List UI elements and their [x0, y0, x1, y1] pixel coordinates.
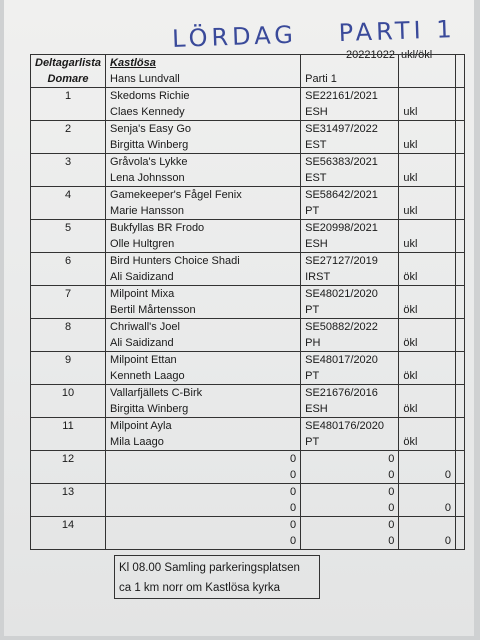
class: ökl [399, 434, 456, 451]
breed: EST [301, 170, 399, 187]
registration-number: SE31497/2022 [301, 121, 399, 138]
dog-name: Milpoint Ayla [106, 418, 301, 435]
participant-row-owner [31, 500, 465, 517]
handler-name: Bertil Mårtensson [106, 302, 301, 319]
breed-col: 0 [301, 500, 399, 517]
document-page [4, 0, 474, 636]
spacer [399, 187, 456, 204]
registration-number: SE58642/2021 [301, 187, 399, 204]
participant-table [30, 54, 465, 550]
spacer [456, 220, 465, 237]
participant-row [31, 451, 465, 468]
header-parti: Parti 1 [301, 71, 399, 88]
class: 0 [399, 533, 456, 550]
participant-row [31, 286, 465, 303]
spacer [399, 352, 456, 369]
header-deltagarlista: Deltagarlista [31, 55, 106, 72]
dog-name: Vallarfjällets C-Birk [106, 385, 301, 402]
participant-row [31, 484, 465, 501]
handler-name: Birgitta Winberg [106, 401, 301, 418]
spacer [456, 253, 465, 270]
spacer [456, 302, 465, 319]
handler-name: Mila Laago [106, 434, 301, 451]
participant-row [31, 154, 465, 171]
participant-row [31, 517, 465, 534]
note-line-2: ca 1 km norr om Kastlösa kyrka [119, 582, 281, 594]
registration-number: SE48017/2020 [301, 352, 399, 369]
class: ukl [399, 170, 456, 187]
classes: ukl/ökl [400, 49, 433, 61]
participant-row-owner [31, 302, 465, 319]
dog-name: Gamekeeper's Fågel Fenix [106, 187, 301, 204]
start-number: 8 [31, 319, 106, 336]
spacer [456, 154, 465, 171]
breed: ESH [301, 401, 399, 418]
class: ökl [399, 269, 456, 286]
breed: EST [301, 137, 399, 154]
meeting-note [114, 555, 320, 599]
breed: 0 [106, 500, 301, 517]
spacer [399, 286, 456, 303]
spacer [399, 154, 456, 171]
spacer [456, 434, 465, 451]
spacer [456, 121, 465, 138]
registration-col: 0 [301, 484, 399, 501]
registration-number: SE22161/2021 [301, 88, 399, 105]
class: ökl [399, 368, 456, 385]
participant-row [31, 418, 465, 435]
start-number: 5 [31, 220, 106, 237]
class: ukl [399, 203, 456, 220]
header-row-2 [31, 71, 465, 88]
handwritten-title [172, 15, 456, 53]
spacer [399, 385, 456, 402]
class: ukl [399, 104, 456, 121]
class: 0 [399, 467, 456, 484]
spacer [31, 203, 106, 220]
spacer [31, 401, 106, 418]
class: ukl [399, 137, 456, 154]
spacer [456, 401, 465, 418]
breed: PT [301, 434, 399, 451]
spacer [399, 253, 456, 270]
class: ökl [399, 401, 456, 418]
class: ökl [399, 335, 456, 352]
spacer [456, 187, 465, 204]
participant-row-owner [31, 269, 465, 286]
participant-row-owner [31, 170, 465, 187]
registration-number: 0 [106, 484, 301, 501]
spacer [456, 137, 465, 154]
start-number: 9 [31, 352, 106, 369]
spacer [456, 418, 465, 435]
spacer [456, 203, 465, 220]
handwritten-part: PARTI 1 [338, 15, 457, 48]
registration-number: SE27127/2019 [301, 253, 399, 270]
spacer [399, 517, 456, 534]
spacer [31, 137, 106, 154]
start-number: 7 [31, 286, 106, 303]
spacer [31, 467, 106, 484]
participant-row-owner [31, 203, 465, 220]
participant-row [31, 220, 465, 237]
participant-row-owner [31, 335, 465, 352]
spacer [456, 88, 465, 105]
spacer [456, 517, 465, 534]
participant-row-owner [31, 104, 465, 121]
participant-row-owner [31, 533, 465, 550]
spacer [456, 484, 465, 501]
header-judge: Hans Lundvall [106, 71, 301, 88]
breed: PT [301, 302, 399, 319]
dog-name: Milpoint Mixa [106, 286, 301, 303]
registration-number: SE21676/2016 [301, 385, 399, 402]
spacer [456, 500, 465, 517]
dog-name: Gråvola's Lykke [106, 154, 301, 171]
spacer [456, 335, 465, 352]
spacer [31, 500, 106, 517]
breed: PT [301, 203, 399, 220]
handler-name: Marie Hansson [106, 203, 301, 220]
note-line-1: Kl 08.00 Samling parkeringsplatsen [119, 562, 300, 574]
registration-number: SE50882/2022 [301, 319, 399, 336]
registration-number: 0 [106, 517, 301, 534]
spacer [456, 352, 465, 369]
participant-row [31, 319, 465, 336]
dog-name: Milpoint Ettan [106, 352, 301, 369]
registration-col: 0 [301, 451, 399, 468]
handler-name: Kenneth Laago [106, 368, 301, 385]
spacer [31, 269, 106, 286]
participant-row-owner [31, 467, 465, 484]
header-row-1 [31, 55, 465, 72]
spacer [456, 170, 465, 187]
spacer [399, 220, 456, 237]
handler-name: Olle Hultgren [106, 236, 301, 253]
participant-row [31, 121, 465, 138]
spacer [456, 269, 465, 286]
handler-name: Ali Saidizand [106, 335, 301, 352]
class: 0 [399, 500, 456, 517]
spacer [31, 533, 106, 550]
spacer [456, 104, 465, 121]
breed: 0 [106, 467, 301, 484]
dog-name: Bird Hunters Choice Shadi [106, 253, 301, 270]
breed-col: 0 [301, 467, 399, 484]
participant-row-owner [31, 434, 465, 451]
breed: 0 [106, 533, 301, 550]
registration-number: 0 [106, 451, 301, 468]
participant-row [31, 385, 465, 402]
breed: PT [301, 368, 399, 385]
date: 20221022 [346, 49, 395, 61]
registration-col: 0 [301, 517, 399, 534]
spacer [456, 286, 465, 303]
handwritten-day: LÖRDAG [171, 20, 298, 53]
start-number: 2 [31, 121, 106, 138]
spacer [31, 302, 106, 319]
header-domare: Domare [31, 71, 106, 88]
spacer [399, 88, 456, 105]
header-kastlosa: Kastlösa [106, 55, 301, 72]
spacer [31, 236, 106, 253]
breed-col: 0 [301, 533, 399, 550]
participant-row [31, 187, 465, 204]
start-number: 12 [31, 451, 106, 468]
spacer [399, 451, 456, 468]
participant-row [31, 88, 465, 105]
handler-name: Lena Johnsson [106, 170, 301, 187]
spacer [31, 335, 106, 352]
spacer [456, 467, 465, 484]
start-number: 11 [31, 418, 106, 435]
participant-row-owner [31, 368, 465, 385]
breed: IRST [301, 269, 399, 286]
registration-number: SE48021/2020 [301, 286, 399, 303]
start-number: 14 [31, 517, 106, 534]
registration-number: SE480176/2020 [301, 418, 399, 435]
participant-row-owner [31, 137, 465, 154]
participant-row-owner [31, 236, 465, 253]
dog-name: Bukfyllas BR Frodo [106, 220, 301, 237]
dog-name: Senja's Easy Go [106, 121, 301, 138]
spacer [456, 368, 465, 385]
spacer [456, 451, 465, 468]
spacer [399, 319, 456, 336]
spacer [456, 385, 465, 402]
start-number: 10 [31, 385, 106, 402]
start-number: 13 [31, 484, 106, 501]
spacer [456, 236, 465, 253]
participant-row-owner [31, 401, 465, 418]
start-number: 4 [31, 187, 106, 204]
dog-name: Chriwall's Joel [106, 319, 301, 336]
start-number: 1 [31, 88, 106, 105]
registration-number: SE56383/2021 [301, 154, 399, 171]
class: ukl [399, 236, 456, 253]
participant-row [31, 253, 465, 270]
breed: ESH [301, 104, 399, 121]
spacer [31, 368, 106, 385]
spacer [456, 533, 465, 550]
start-number: 3 [31, 154, 106, 171]
start-number: 6 [31, 253, 106, 270]
spacer [456, 319, 465, 336]
dog-name: Skedoms Richie [106, 88, 301, 105]
spacer [31, 170, 106, 187]
spacer [399, 484, 456, 501]
class: ökl [399, 302, 456, 319]
registration-number: SE20998/2021 [301, 220, 399, 237]
spacer [31, 434, 106, 451]
spacer [399, 121, 456, 138]
spacer [399, 418, 456, 435]
handler-name: Birgitta Winberg [106, 137, 301, 154]
breed: ESH [301, 236, 399, 253]
handler-name: Claes Kennedy [106, 104, 301, 121]
spacer [31, 104, 106, 121]
participant-row [31, 352, 465, 369]
breed: PH [301, 335, 399, 352]
handler-name: Ali Saidizand [106, 269, 301, 286]
